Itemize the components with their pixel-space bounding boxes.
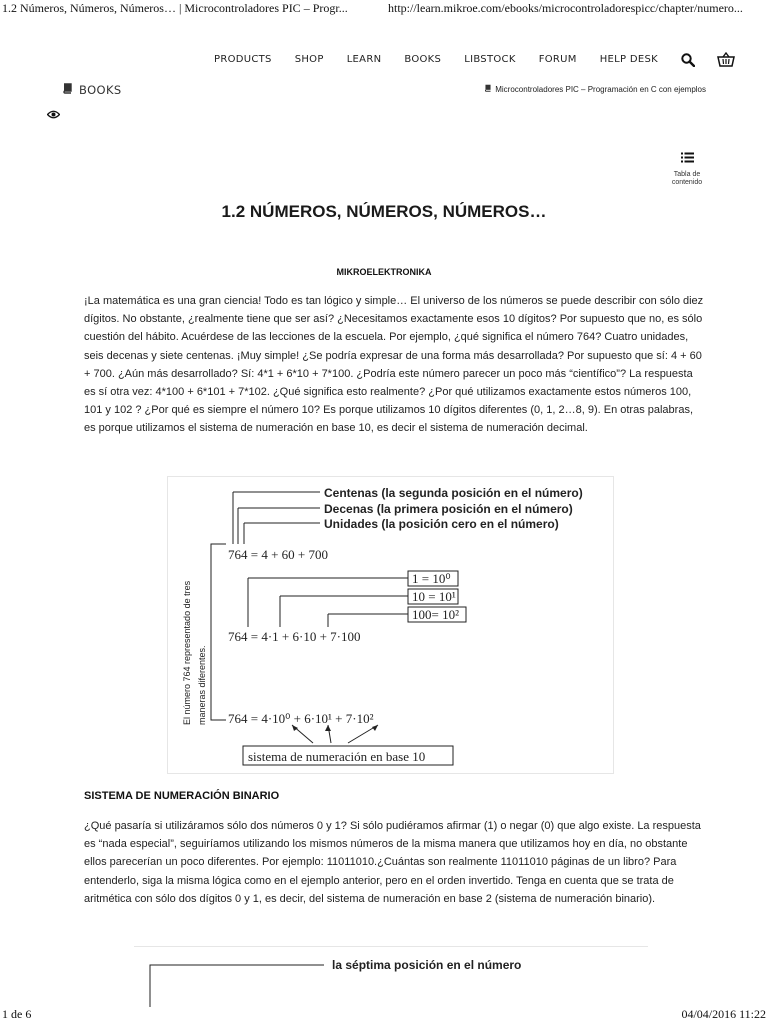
binary-system-figure: [134, 946, 648, 1007]
base-label: sistema de numeración en base 10: [248, 749, 426, 764]
book-icon: [62, 83, 73, 97]
vertical-caption-1: El número 764 representado de tres: [182, 580, 192, 725]
print-datetime: 04/04/2016 11:22: [681, 1007, 766, 1021]
equation-powers: 764 = 4·10⁰ + 6·10¹ + 7·10²: [228, 711, 374, 726]
nav-item-shop[interactable]: SHOP: [294, 54, 324, 65]
nav-item-libstock[interactable]: LIBSTOCK: [464, 54, 516, 65]
equation-expanded: 764 = 4 + 60 + 700: [228, 547, 328, 562]
section-title-binary: SISTEMA DE NUMERACIÓN BINARIO: [84, 790, 280, 802]
label-seventh-position: la séptima posición en el número: [332, 958, 522, 972]
list-icon: [681, 150, 694, 167]
nav-item-products[interactable]: PRODUCTS: [214, 54, 272, 65]
toc-label: Tabla de contenido: [671, 171, 703, 186]
table-of-contents-button[interactable]: [666, 150, 708, 187]
books-section-link[interactable]: [62, 83, 122, 97]
basket-icon[interactable]: [717, 52, 735, 67]
binary-paragraph: ¿Qué pasaría si utilizáramos sólo dos números 0 y 1? Si sólo pudiéramos afirmar (1) o negar (0) que algo existe. La respuesta es “nada especial”, seguiríamos utilizando los mismos números de la misma manera que utilizamos hoy en día, no obstante ellos parecerían un poco diferentes. Por ejemplo: 11011010.¿Cuántas son realmente 11011010 páginas de un libro? Para entenderlo, siga la misma lógica como en el ejemplo anterior, pero en el orden invertido. Tenga en cuenta que se trata de aritmética con sólo dos dígitos 0 y 1, es decir, del sistema de numeración en base 2 (sistema de numeración binario).: [84, 820, 701, 905]
label-units: Unidades (la posición cero en el número): [324, 517, 559, 531]
intro-paragraph: ¡La matemática es una gran ciencia! Todo es tan lógico y simple… El universo de los números se puede describir con sólo diez dígitos. No obstante, ¿realmente tiene que ser así? ¿Necesitamos exactamente esos 10 dígitos? Por supuesto que no, es sólo cuestión del hábito. Acuérdese de las lecciones de la escuela. Por ejemplo, ¿qué significa el número 764? Cuatro unidades, seis decenas y siete centenas. ¡Muy simple! ¿Se podría expresar de una forma más desarrollada? Por supuesto que sí: 4 + 60 + 700. ¿Aún más desarrollado? Sí: 4*1 + 6*10 + 7*100. ¿Podría este número parecer un poco más “científico”? La respuesta es sí otra vez: 4*100 + 6*101 + 7*102. ¿Qué significa esto realmente? ¿Por qué utilizamos exactamente estos números 100, 101 y 102 ? ¿Por qué es siempre el número 10? Es porque utilizamos 10 dígitos diferentes (0, 1, 2…8, 9). En otras palabras, es porque utilizamos el sistema de numeración en base 10, es decir el sistema de numeración decimal.: [84, 295, 704, 435]
print-header-url: http://learn.mikroe.com/ebooks/microcontroladorespicc/chapter/numero...: [388, 1, 743, 15]
label-tens: Decenas (la primera posición en el número): [324, 502, 573, 516]
breadcrumb-text: Microcontroladores PIC – Programación en C con ejemplos: [495, 84, 706, 94]
page-title: 1.2 NÚMEROS, NÚMEROS, NÚMEROS…: [221, 202, 547, 221]
author: MIKROELEKTRONIKA: [336, 267, 432, 277]
nav-item-forum[interactable]: FORUM: [538, 54, 577, 65]
power-one: 10 = 10¹: [412, 589, 456, 604]
books-label: BOOKS: [79, 83, 122, 97]
power-two: 100= 10²: [412, 607, 459, 622]
nav-item-learn[interactable]: LEARN: [346, 54, 382, 65]
eye-icon[interactable]: [47, 106, 60, 124]
breadcrumb[interactable]: [484, 84, 706, 94]
search-icon[interactable]: [681, 53, 695, 67]
equation-products: 764 = 4·1 + 6·10 + 7·100: [228, 629, 361, 644]
nav-item-books[interactable]: BOOKS: [404, 54, 442, 65]
label-hundreds: Centenas (la segunda posición en el número): [324, 486, 583, 500]
page-number: 1 de 6: [2, 1007, 32, 1021]
power-zero: 1 = 10⁰: [412, 571, 451, 586]
print-footer: [0, 1004, 768, 1024]
nav-item-help-desk[interactable]: HELP DESK: [599, 54, 658, 65]
book-icon: [484, 84, 492, 94]
print-header-title: 1.2 Números, Números, Números… | Microcontroladores PIC – Progr...: [2, 1, 348, 15]
print-header: [0, 0, 768, 22]
vertical-caption-2: maneras diferentes.: [197, 645, 207, 725]
decimal-system-figure: [167, 476, 614, 774]
main-nav: [214, 52, 757, 67]
